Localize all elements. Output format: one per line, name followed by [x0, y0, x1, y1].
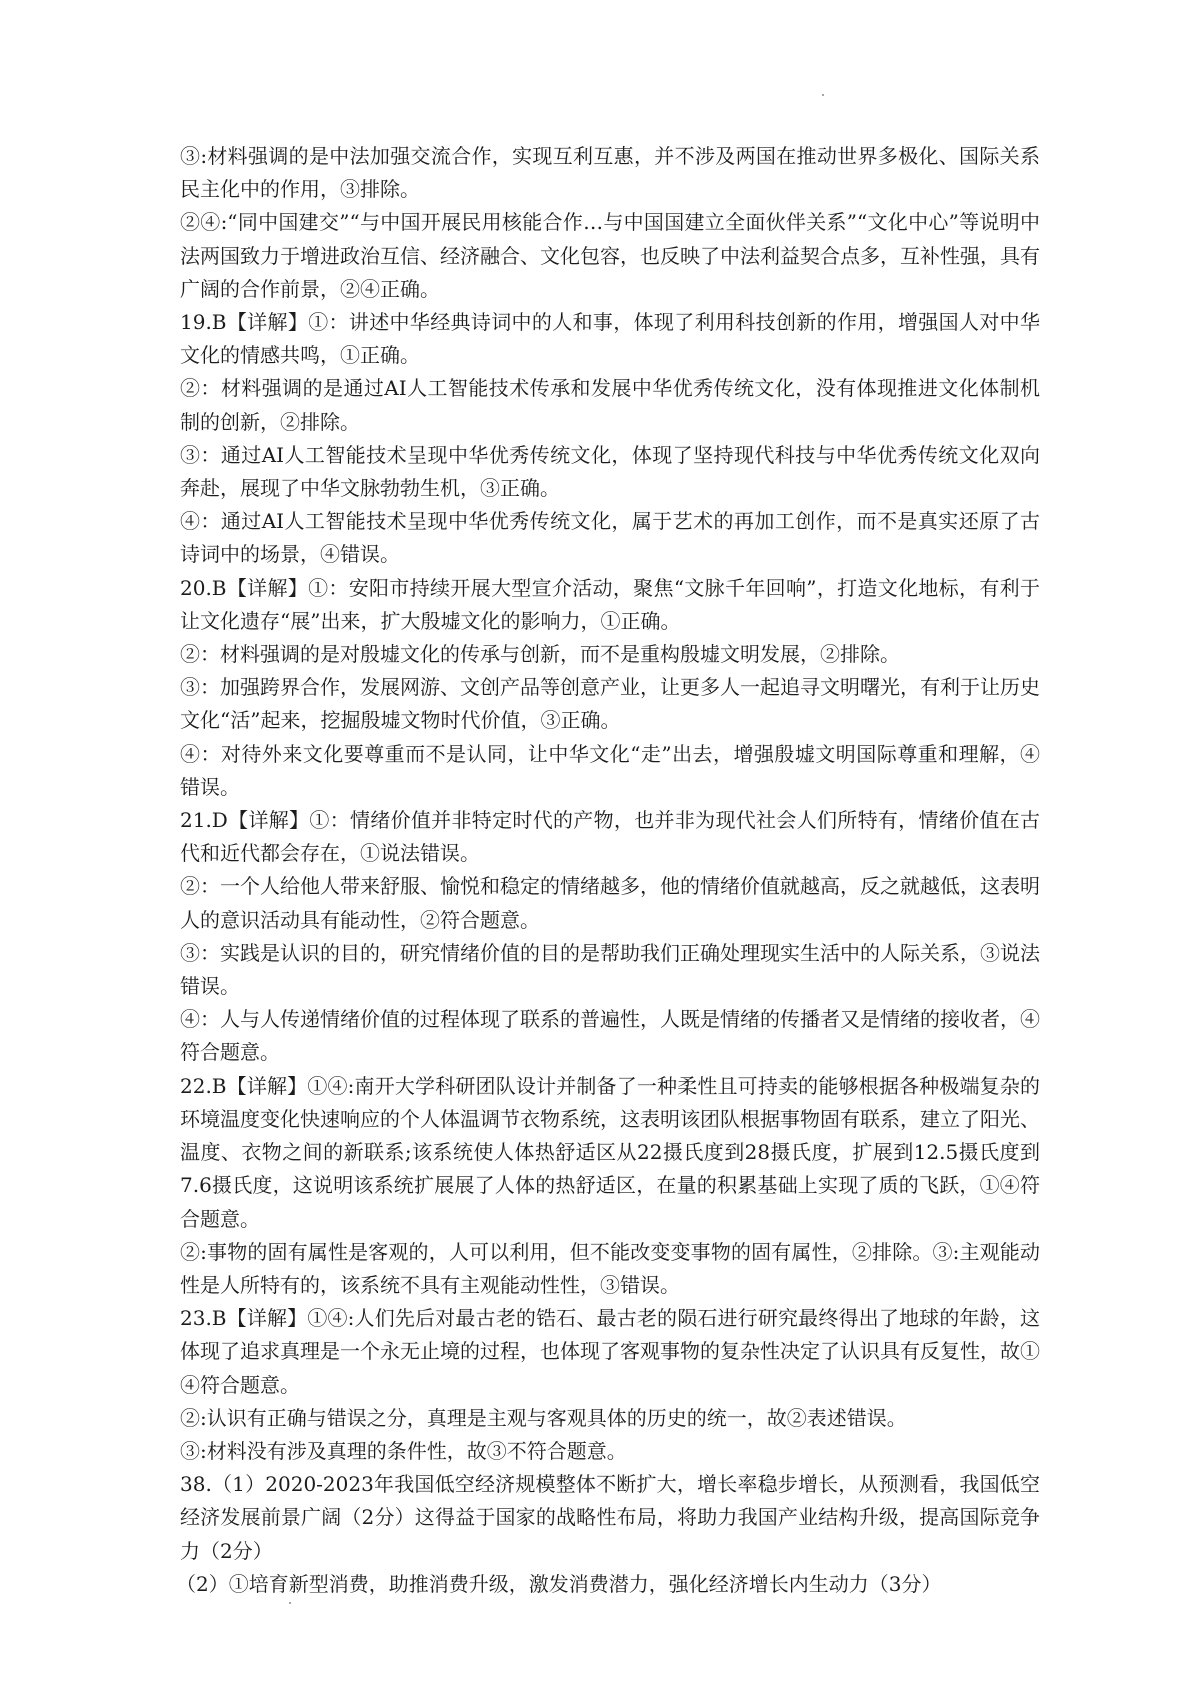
- paragraph: ③:材料没有涉及真理的条件性，故③不符合题意。: [180, 1438, 627, 1463]
- paragraph: ②:认识有正确与错误之分，真理是主观与客观具体的历史的统一，故②表述错误。: [180, 1405, 907, 1430]
- answer-explanations: [176, 140, 1040, 1601]
- paragraph: ④：通过AI人工智能技术呈现中华优秀传统文化，属于艺术的再加工创作，而不是真实还原了古诗词中的场景，④错误。: [180, 509, 1040, 567]
- paragraph: ④：对待外来文化要尊重而不是认同，让中华文化“走”出去，增强殷墟文明国际尊重和理解，④错误。: [180, 741, 1040, 799]
- question-23-explanation: 23.B【详解】①④:人们先后对最古老的锆石、最古老的陨石进行研究最终得出了地球的年龄，这体现了追求真理是一个永无止境的过程，也体现了客观事物的复杂性决定了认识具有反复性，故①④符合题意。: [180, 1306, 1040, 1397]
- scan-speck: [822, 94, 824, 96]
- question-21-explanation: 21.D【详解】①：情绪价值并非特定时代的产物，也并非为现代社会人们所特有，情绪价值在古代和近代都会存在，①说法错误。: [180, 808, 1040, 866]
- paragraph: ④：人与人传递情绪价值的过程体现了联系的普遍性，人既是情绪的传播者又是情绪的接收者，④符合题意。: [180, 1007, 1040, 1065]
- paragraph: ③：实践是认识的目的，研究情绪价值的目的是帮助我们正确处理现实生活中的人际关系，③说法错误。: [180, 940, 1040, 999]
- paragraph: ②:事物的固有属性是客观的，人可以利用，但不能改变变事物的固有属性，②排除。③:主观能动性是人所特有的，该系统不具有主观能动性性，③错误。: [180, 1239, 1040, 1297]
- paragraph: ②：材料强调的是通过AI人工智能技术传承和发展中华优秀传统文化，没有体现推进文化体制机制的创新，②排除。: [180, 376, 1040, 434]
- question-38-part-2: （2）①培育新型消费，助推消费升级，激发消费潜力，强化经济增长内生动力（3分）: [176, 1571, 942, 1596]
- paragraph: ②④:“同中国建交”“与中国开展民用核能合作…与中国国建立全面伙伴关系”“文化中心”等说明中法两国致力于增进政治互信、经济融合、文化包容，也反映了中法利益契合点多，互补性强，具有广阔的合作前景，②④正确。: [180, 210, 1040, 301]
- paragraph: ②：一个人给他人带来舒服、愉悦和稳定的情绪越多，他的情绪价值就越高，反之就越低，这表明人的意识活动具有能动性，②符合题意。: [180, 874, 1040, 932]
- paragraph: ②：材料强调的是对殷墟文化的传承与创新，而不是重构殷墟文明发展，②排除。: [180, 642, 900, 667]
- question-19-explanation: 19.B【详解】①：讲述中华经典诗词中的人和事，体现了利用科技创新的作用，增强国人对中华文化的情感共鸣，①正确。: [180, 310, 1040, 368]
- paragraph: ③：加强跨界合作，发展网游、文创产品等创意产业，让更多人一起追寻文明曙光，有利于让历史文化“活”起来，挖掘殷墟文物时代价值，③正确。: [180, 675, 1040, 733]
- question-38-answer: 38.（1）2020-2023年我国低空经济规模整体不断扩大，增长率稳步增长，从预测看，我国低空经济发展前景广阔（2分）这得益于国家的战略性布局，将助力我国产业结构升级，提高国际竞争力（2分）: [180, 1472, 1040, 1563]
- scan-speck: [289, 1602, 291, 1604]
- question-20-explanation: 20.B【详解】①：安阳市持续开展大型宣介活动，聚焦“文脉千年回响”，打造文化地标，有利于让文化遗存“展”出来，扩大殷墟文化的影响力，①正确。: [180, 575, 1040, 633]
- question-22-explanation: 22.B【详解】①④:南开大学科研团队设计并制备了一种柔性且可持卖的能够根据各种极端复杂的环境温度变化快速响应的个人体温调节衣物系统，这表明该团队根据事物固有联系，建立了阳光、温度、衣物之间的新联系;该系统使人体热舒适区从22摄氏度到28摄氏度，扩展到12.5摄氏度到7.6摄氏度，这说明该系统扩展展了人体的热舒适区，在量的积累基础上实现了质的飞跃，①④符合题意。: [180, 1073, 1040, 1231]
- paragraph: ③:材料强调的是中法加强交流合作，实现互利互惠，并不涉及两国在推动世界多极化、国际关系民主化中的作用，③排除。: [180, 144, 1040, 202]
- paragraph: ③：通过AI人工智能技术呈现中华优秀传统文化，体现了坚持现代科技与中华优秀传统文化双向奔赴，展现了中华文脉勃勃生机，③正确。: [180, 442, 1040, 501]
